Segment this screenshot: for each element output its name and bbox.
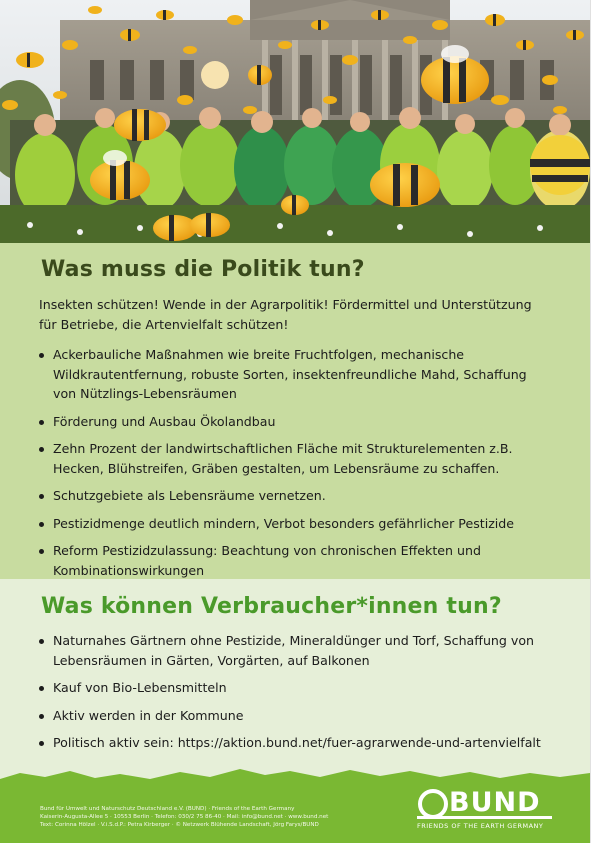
list-item-text: Förderung und Ausbau Ökolandbau (53, 413, 276, 429)
logo-name: BUND (449, 787, 541, 818)
list-item (39, 706, 547, 726)
politik-list (39, 345, 547, 588)
page-edge (590, 0, 596, 843)
bullet-icon (39, 686, 44, 691)
list-item (39, 678, 547, 698)
header-photo (0, 0, 590, 243)
list-item-text: Aktiv werden in der Kommune (53, 707, 244, 723)
bullet-icon (39, 420, 44, 425)
footer-line: Kaiserin-Augusta-Allee 5 · 10553 Berlin · Telefon: 030/2 75 86-40 · Mail: info@bund.net · www.bund.net (40, 814, 329, 820)
bullet-icon (39, 741, 44, 746)
list-item (39, 439, 547, 478)
bullet-icon (39, 494, 44, 499)
list-item (39, 733, 547, 753)
list-item (39, 345, 547, 404)
verbraucher-list (39, 631, 547, 761)
list-item (39, 486, 547, 506)
footer-line: Bund für Umwelt und Naturschutz Deutschland e.V. (BUND) · Friends of the Earth Germany (40, 806, 295, 812)
list-item-text: Ackerbauliche Maßnahmen wie breite Fruchtfolgen, mechanische Wildkrautentfernung, robuste Sorten, insektenfreundliche Mahd, Schaffung von Nützlings-Lebensräumen (53, 347, 527, 401)
bullet-icon (39, 549, 44, 554)
list-item (39, 514, 547, 534)
list-item-text: Zehn Prozent der landwirtschaftlichen Fläche mit Strukturelementen z.B. Hecken, Blühstreifen, Gräben gestalten, um Lebensräume zu schaffen. (53, 441, 513, 476)
list-item (39, 412, 547, 432)
footer-line: Text: Corinna Hölzel · V.i.S.d.P.: Petra Kirberger · © Netzwerk Blühende Landschaft, Jörg Farys/BUND (40, 822, 319, 828)
list-item-text: Schutzgebiete als Lebensräume vernetzen. (53, 488, 326, 503)
bullet-icon (39, 353, 44, 358)
list-item (39, 631, 547, 670)
bullet-icon (39, 639, 44, 644)
bullet-icon (39, 714, 44, 719)
heading-politik: Was muss die Politik tun? (41, 257, 365, 282)
bullet-icon (39, 522, 44, 527)
list-item-text: Naturnahes Gärtnern ohne Pestizide, Mineraldünger und Torf, Schaffung von Lebensräumen in Gärten, Vorgärten, auf Balkonen (53, 633, 535, 668)
bullet-icon (39, 447, 44, 452)
list-item-text: Pestizidmenge deutlich mindern, Verbot besonders gefährlicher Pestizide (53, 515, 515, 531)
logo-subtitle: FRIENDS OF THE EARTH GERMANY (417, 822, 544, 830)
list-item-text[interactable]: Politisch aktiv sein: https://aktion.bund.net/fuer-agrarwende-und-artenvielfalt (53, 735, 541, 750)
heading-verbraucher: Was können Verbraucher*innen tun? (41, 594, 502, 619)
footer-imprint (40, 805, 380, 829)
list-item-text: Kauf von Bio-Lebensmitteln (53, 680, 227, 695)
list-item-text: Reform Pestizidzulassung: Beachtung von chronischen Effekten und Kombinationswirkungen (53, 543, 481, 578)
intro-text: Insekten schützen! Wende in der Agrarpolitik! Fördermittel und Unterstützung für Betriebe, die Artenvielfalt schützen! (39, 297, 532, 332)
list-item (39, 541, 547, 580)
